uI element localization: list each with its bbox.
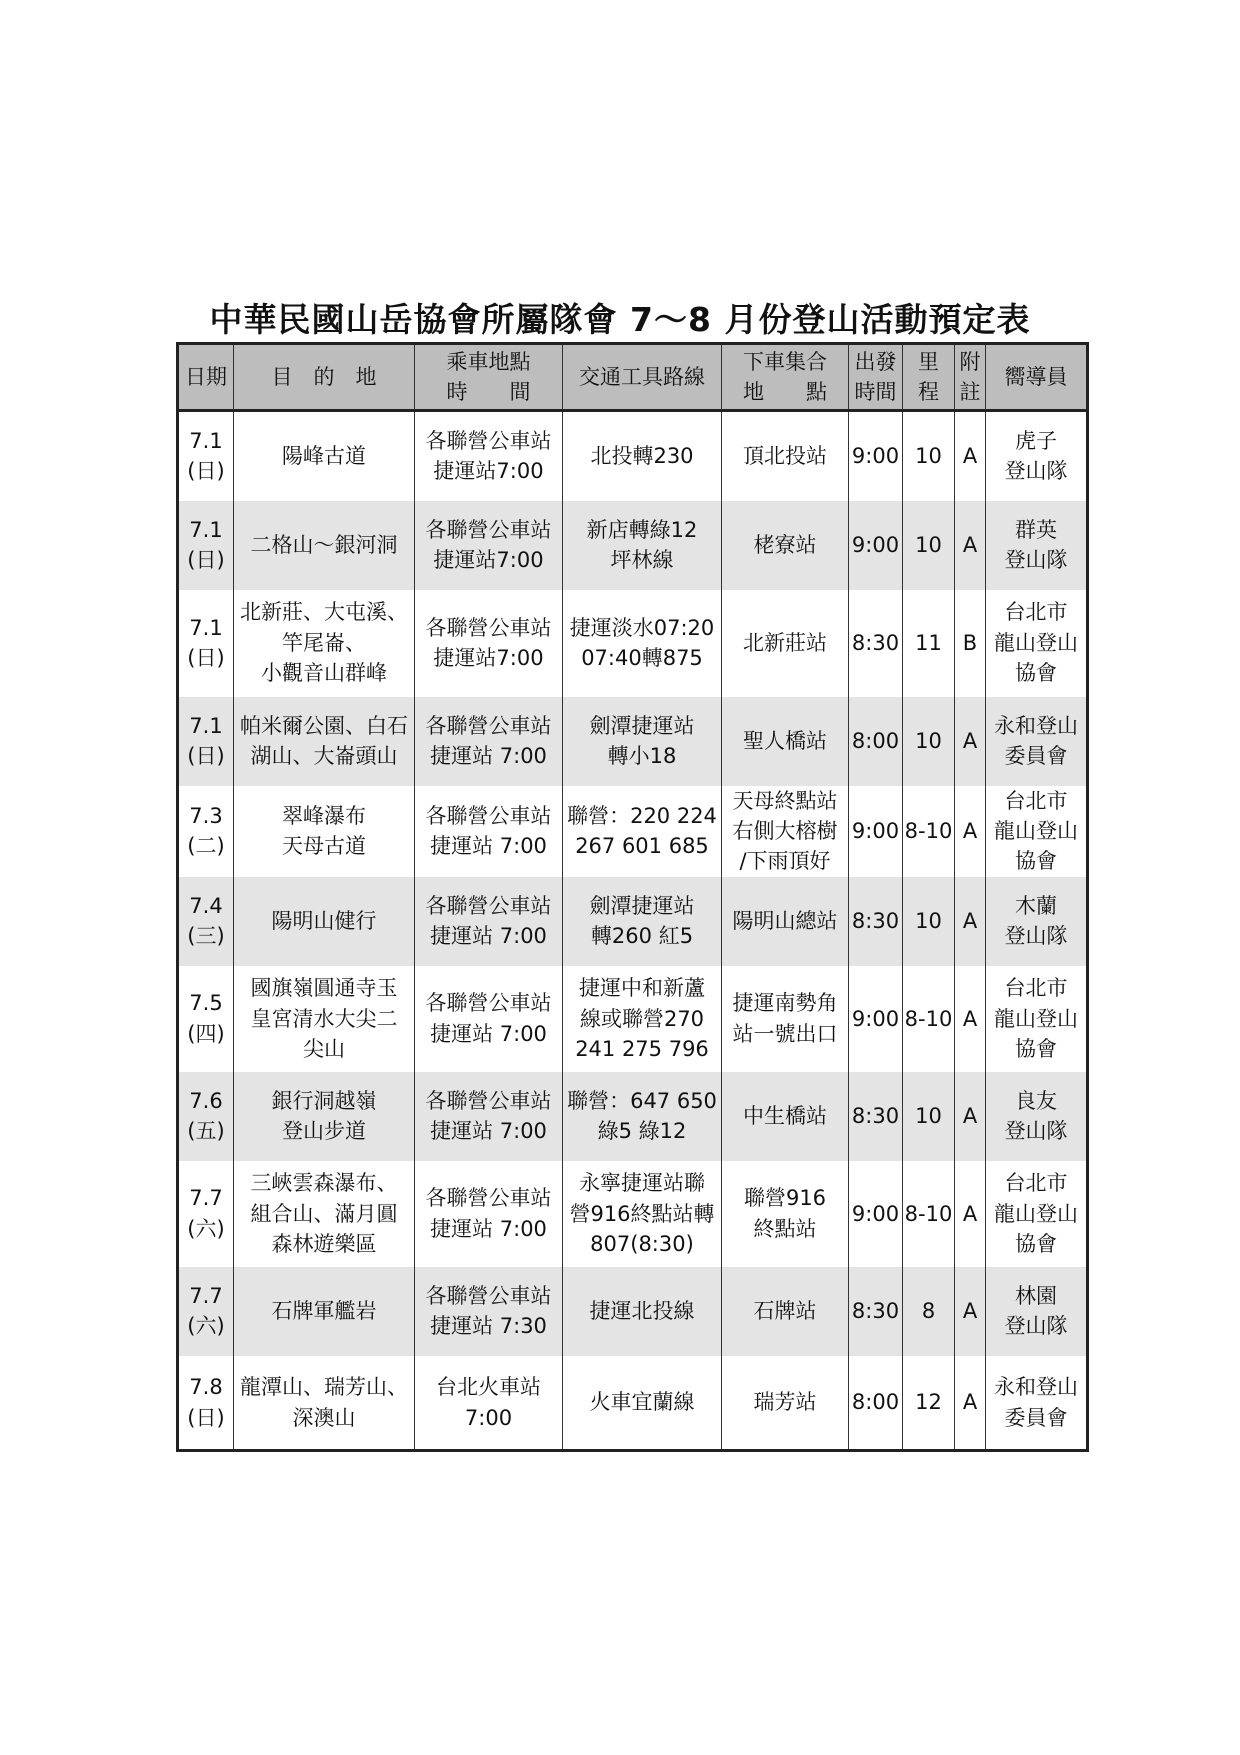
table-row (178, 1267, 1088, 1356)
cell-route: 捷運北投線 (563, 1267, 722, 1356)
header-date: 日期 (178, 344, 234, 411)
cell-date: 7.4 (三) (178, 877, 234, 966)
cell-time: 9:00 (849, 786, 903, 877)
page-title: 中華民國山岳協會所屬隊會 7～8 月份登山活動預定表 (209, 300, 1031, 339)
cell-pickup: 各聯營公車站 捷運站 7:00 (415, 966, 563, 1072)
cell-distance: 10 (903, 877, 955, 966)
cell-date: 7.7 (六) (178, 1267, 234, 1356)
cell-destination: 銀行洞越嶺 登山步道 (234, 1072, 415, 1161)
cell-destination: 三峽雲森瀑布、 組合山、滿月圓 森林遊樂區 (234, 1161, 415, 1267)
cell-guide: 群英 登山隊 (986, 501, 1088, 590)
cell-date: 7.1 (日) (178, 590, 234, 697)
cell-dropoff: 中生橋站 (722, 1072, 849, 1161)
cell-distance: 8-10 (903, 786, 955, 877)
cell-route: 捷運中和新蘆 線或聯營270 241 275 796 (563, 966, 722, 1072)
cell-time: 9:00 (849, 501, 903, 590)
cell-note: A (955, 697, 986, 786)
cell-dropoff: 天母終點站 右側大榕樹 /下雨頂好 (722, 786, 849, 877)
cell-pickup: 各聯營公車站 捷運站7:00 (415, 411, 563, 501)
cell-route: 聯營：220 224 267 601 685 (563, 786, 722, 877)
cell-distance: 8-10 (903, 1161, 955, 1267)
cell-note: A (955, 411, 986, 501)
cell-date: 7.3 (二) (178, 786, 234, 877)
cell-dropoff: 捷運南勢角 站一號出口 (722, 966, 849, 1072)
cell-distance: 12 (903, 1356, 955, 1451)
table-row (178, 786, 1088, 877)
cell-note: A (955, 501, 986, 590)
cell-guide: 台北市 龍山登山 協會 (986, 590, 1088, 697)
cell-time: 9:00 (849, 966, 903, 1072)
cell-dropoff: 北新莊站 (722, 590, 849, 697)
cell-pickup: 各聯營公車站 捷運站 7:00 (415, 1161, 563, 1267)
cell-distance: 8 (903, 1267, 955, 1356)
table-row (178, 411, 1088, 501)
cell-note: A (955, 786, 986, 877)
cell-distance: 10 (903, 1072, 955, 1161)
cell-pickup: 各聯營公車站 捷運站 7:00 (415, 1072, 563, 1161)
cell-destination: 陽明山健行 (234, 877, 415, 966)
activity-schedule-table (176, 342, 1089, 1452)
cell-dropoff: 聯營916 終點站 (722, 1161, 849, 1267)
cell-note: A (955, 1072, 986, 1161)
cell-destination: 翠峰瀑布 天母古道 (234, 786, 415, 877)
cell-route: 火車宜蘭線 (563, 1356, 722, 1451)
cell-route: 劍潭捷運站 轉260 紅5 (563, 877, 722, 966)
cell-note: A (955, 877, 986, 966)
header-pickup: 乘車地點 時 間 (415, 344, 563, 411)
cell-guide: 台北市 龍山登山 協會 (986, 966, 1088, 1072)
table-row (178, 697, 1088, 786)
cell-time: 9:00 (849, 411, 903, 501)
cell-note: B (955, 590, 986, 697)
cell-route: 聯營：647 650 綠5 綠12 (563, 1072, 722, 1161)
cell-pickup: 各聯營公車站 捷運站 7:30 (415, 1267, 563, 1356)
cell-date: 7.5 (四) (178, 966, 234, 1072)
header-distance: 里 程 (903, 344, 955, 411)
cell-guide: 虎子 登山隊 (986, 411, 1088, 501)
cell-route: 新店轉綠12 坪林線 (563, 501, 722, 590)
cell-destination: 二格山～銀河洞 (234, 501, 415, 590)
cell-date: 7.6 (五) (178, 1072, 234, 1161)
cell-pickup: 各聯營公車站 捷運站 7:00 (415, 697, 563, 786)
table-row (178, 1072, 1088, 1161)
cell-guide: 木蘭 登山隊 (986, 877, 1088, 966)
table-row (178, 966, 1088, 1072)
cell-guide: 永和登山 委員會 (986, 697, 1088, 786)
cell-pickup: 各聯營公車站 捷運站7:00 (415, 501, 563, 590)
cell-dropoff: 陽明山總站 (722, 877, 849, 966)
cell-guide: 永和登山 委員會 (986, 1356, 1088, 1451)
cell-guide: 良友 登山隊 (986, 1072, 1088, 1161)
header-guide: 嚮導員 (986, 344, 1088, 411)
cell-guide: 台北市 龍山登山 協會 (986, 786, 1088, 877)
cell-time: 8:00 (849, 1356, 903, 1451)
cell-guide: 林園 登山隊 (986, 1267, 1088, 1356)
cell-route: 捷運淡水07:20 07:40轉875 (563, 590, 722, 697)
cell-distance: 8-10 (903, 966, 955, 1072)
header-departure-time: 出發 時間 (849, 344, 903, 411)
cell-note: A (955, 1267, 986, 1356)
cell-pickup: 各聯營公車站 捷運站 7:00 (415, 877, 563, 966)
table-header-row (178, 344, 1088, 411)
cell-note: A (955, 1161, 986, 1267)
cell-date: 7.8 (日) (178, 1356, 234, 1451)
table-row (178, 501, 1088, 590)
header-route: 交通工具路線 (563, 344, 722, 411)
cell-pickup: 各聯營公車站 捷運站7:00 (415, 590, 563, 697)
cell-destination: 北新莊、大屯溪、 竿尾崙、 小觀音山群峰 (234, 590, 415, 697)
cell-note: A (955, 966, 986, 1072)
cell-date: 7.1 (日) (178, 411, 234, 501)
cell-time: 8:30 (849, 1072, 903, 1161)
cell-distance: 11 (903, 590, 955, 697)
cell-date: 7.1 (日) (178, 501, 234, 590)
cell-destination: 石牌軍艦岩 (234, 1267, 415, 1356)
table-row (178, 1161, 1088, 1267)
cell-dropoff: 栳寮站 (722, 501, 849, 590)
cell-route: 北投轉230 (563, 411, 722, 501)
cell-date: 7.7 (六) (178, 1161, 234, 1267)
cell-pickup: 台北火車站 7:00 (415, 1356, 563, 1451)
cell-dropoff: 聖人橋站 (722, 697, 849, 786)
cell-distance: 10 (903, 501, 955, 590)
cell-destination: 龍潭山、瑞芳山、 深澳山 (234, 1356, 415, 1451)
cell-pickup: 各聯營公車站 捷運站 7:00 (415, 786, 563, 877)
cell-destination: 陽峰古道 (234, 411, 415, 501)
cell-time: 8:00 (849, 697, 903, 786)
cell-time: 8:30 (849, 1267, 903, 1356)
cell-dropoff: 瑞芳站 (722, 1356, 849, 1451)
header-note: 附 註 (955, 344, 986, 411)
cell-destination: 國旗嶺圓通寺玉 皇宮清水大尖二 尖山 (234, 966, 415, 1072)
cell-route: 劍潭捷運站 轉小18 (563, 697, 722, 786)
cell-time: 9:00 (849, 1161, 903, 1267)
cell-date: 7.1 (日) (178, 697, 234, 786)
cell-note: A (955, 1356, 986, 1451)
table-row (178, 877, 1088, 966)
cell-distance: 10 (903, 697, 955, 786)
cell-route: 永寧捷運站聯 營916終點站轉 807(8:30) (563, 1161, 722, 1267)
cell-distance: 10 (903, 411, 955, 501)
cell-destination: 帕米爾公園、白石 湖山、大崙頭山 (234, 697, 415, 786)
header-dropoff: 下車集合 地 點 (722, 344, 849, 411)
table-row (178, 590, 1088, 697)
cell-dropoff: 石牌站 (722, 1267, 849, 1356)
cell-time: 8:30 (849, 590, 903, 697)
table-row (178, 1356, 1088, 1451)
cell-dropoff: 頂北投站 (722, 411, 849, 501)
cell-time: 8:30 (849, 877, 903, 966)
cell-guide: 台北市 龍山登山 協會 (986, 1161, 1088, 1267)
header-destination: 目 的 地 (234, 344, 415, 411)
